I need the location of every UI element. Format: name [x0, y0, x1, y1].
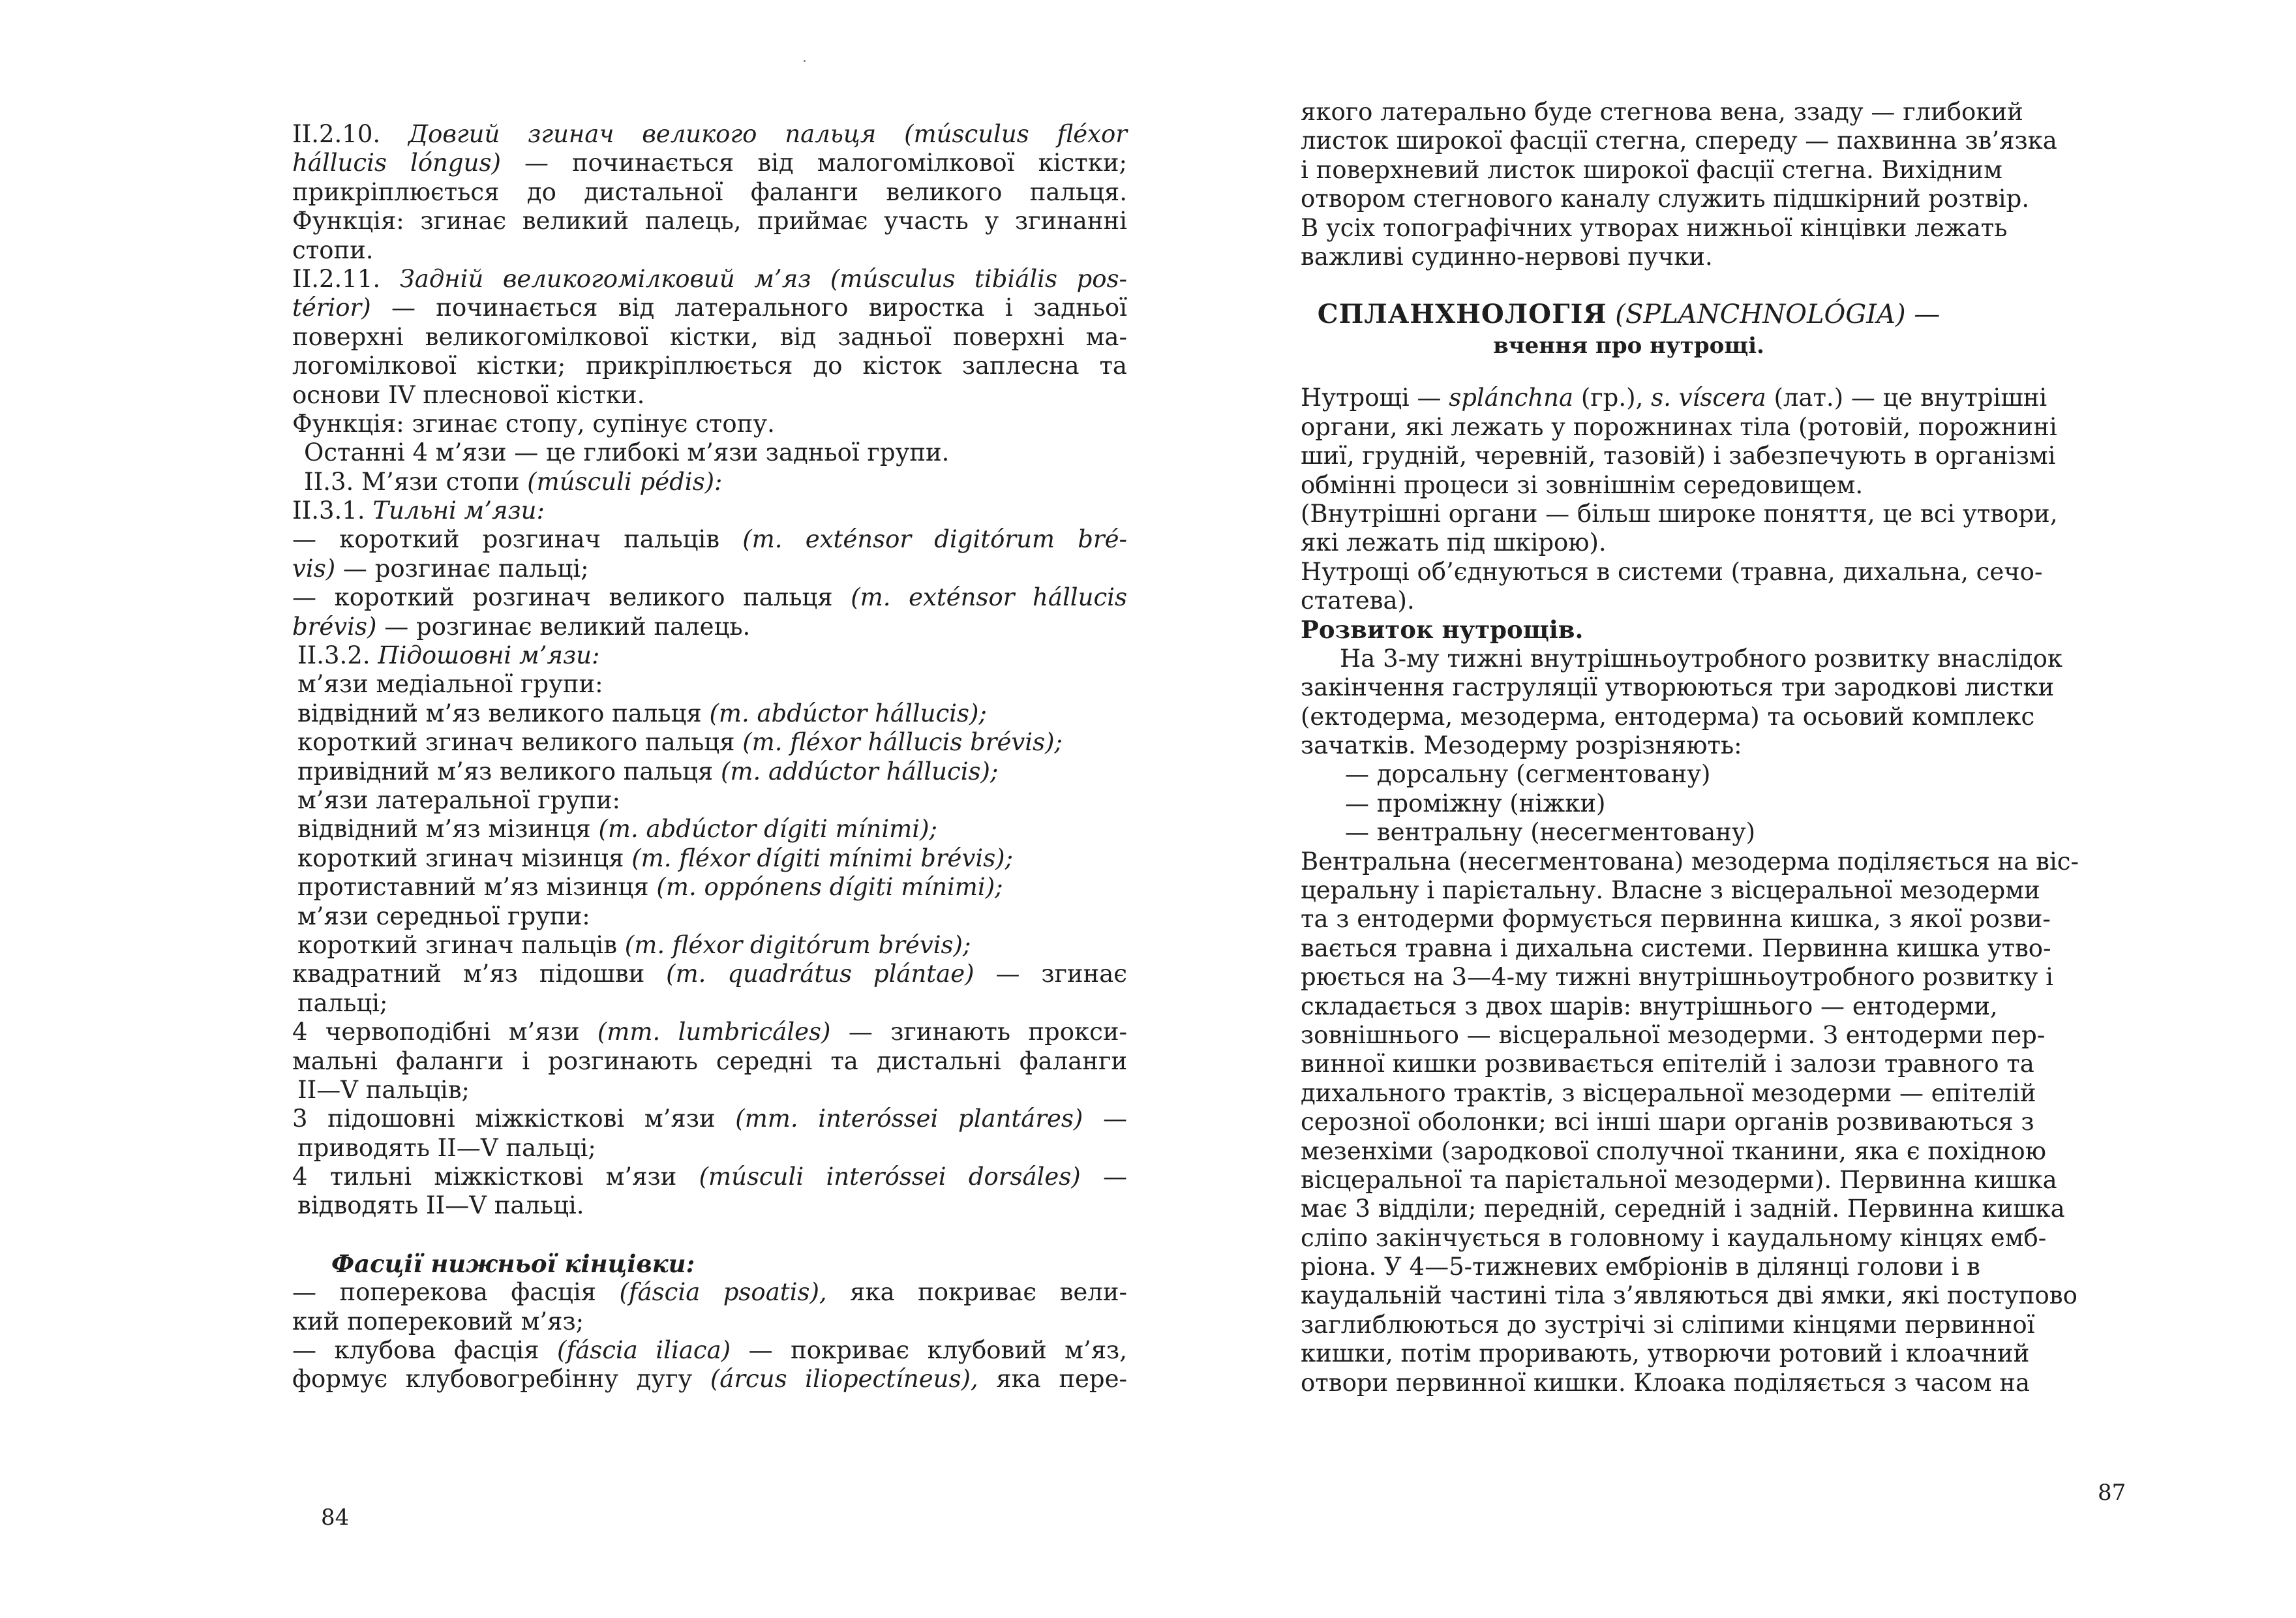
text-run: (m. quadrátus plántae): [666, 960, 974, 988]
text-run: (m. abdúctor hállucis);: [709, 699, 987, 727]
text-run: прикріплюється до дистальної фаланги великого пальця.: [292, 177, 1127, 206]
text-line: [1301, 760, 1957, 789]
text-run: Вентральна (несегментована) мезодерма поділяється на віс-: [1301, 847, 2079, 876]
text-run: має 3 відділи; передній, середній і задній. Первинна кишка: [1301, 1195, 2065, 1223]
text-line: [1301, 1137, 2046, 1166]
text-run: які лежать під шкірою).: [1301, 528, 1607, 557]
text-line: [1301, 789, 1957, 818]
text-run: шиї, грудній, черевній, тазовій) і забезпечують в організмі: [1301, 442, 2056, 470]
text-line: [1301, 1195, 2065, 1223]
text-run: обмінні процеси зі зовнішнім середовищем.: [1301, 470, 1864, 499]
text-line: [1301, 1281, 2077, 1310]
spacer: [1301, 360, 1957, 384]
text-line: [1301, 1310, 2035, 1339]
text-run: відвідний м’яз мізинця: [297, 815, 599, 844]
text-line: [1301, 1368, 2031, 1397]
text-run: Підошовні м’язи:: [378, 641, 600, 670]
text-run: — розгинає пальці;: [335, 554, 589, 583]
text-run: поверхні великогомілкової кістки, від задньої поверхні ма-: [292, 322, 1127, 351]
text-line: [292, 1191, 1127, 1220]
page-number-right: 87: [2098, 1480, 2126, 1506]
text-run: (ектодерма, мезодерма, ентодерма) та осьовий комплекс: [1301, 702, 2035, 731]
text-run: Довгий згинач великого пальця (músculus fléxor: [408, 120, 1127, 148]
text-line: [292, 555, 1127, 583]
text-line: [1301, 1253, 1981, 1281]
text-line: [1301, 1339, 2030, 1368]
section-heading: [1301, 298, 1957, 360]
page-number-left: 84: [321, 1504, 350, 1531]
text-run: (mm. lumbricáles): [597, 1018, 831, 1046]
text-line: [1301, 1078, 2036, 1108]
text-run: — короткий розгинач пальців: [292, 525, 743, 554]
text-line: [292, 468, 1127, 496]
text-line: [292, 525, 1127, 554]
text-line: [292, 757, 1127, 786]
text-run: Останні 4 м’язи — це глибокі м’язи задньої групи.: [304, 438, 950, 467]
text-run: (Внутрішні органи — більш широке поняття, це всі утвори,: [1301, 499, 2058, 528]
text-run: — короткий розгинач великого пальця: [292, 583, 851, 612]
text-run: — поперекова фасція: [292, 1278, 620, 1307]
text-run: стопи.: [292, 236, 374, 264]
text-run: — згинає: [974, 960, 1127, 988]
text-run: церальну і парієтальну. Власне з вісцеральної мезодерми: [1301, 876, 2040, 904]
text-run: Нутрощі об’єднуються в системи (травна, дихальна, сечо-: [1301, 557, 2043, 586]
text-line: [292, 496, 1127, 525]
text-line: [292, 902, 1127, 931]
text-line: [292, 294, 1127, 322]
text-line: [292, 1278, 1127, 1307]
text-run: винної кишки розвивається епітелій і залози травного та: [1301, 1050, 2034, 1078]
text-line: [292, 1076, 1127, 1105]
text-run: зовнішнього — вісцеральної мезодерми. З ентодерми пер-: [1301, 1020, 2046, 1049]
text-run: рюється на 3—4-му тижні внутрішньоутробного розвитку і: [1301, 963, 2054, 992]
text-run: (m. abdúctor dígiti mínimi);: [598, 815, 938, 844]
text-run: сліпо закінчується в головному і каудальному кінцях емб-: [1301, 1223, 2047, 1252]
text-line: [292, 1249, 1127, 1278]
text-run: зачатків. Мезодерму розрізняють:: [1301, 731, 1742, 760]
text-run: статева).: [1301, 587, 1415, 615]
text-run: мезенхіми (зародкової сполучної тканини, яка є похідною: [1301, 1137, 2046, 1165]
text-run: Нутрощі —: [1301, 384, 1449, 412]
text-run: II.2.11.: [292, 264, 400, 293]
text-run: Функція: згинає великий палець, приймає участь у згинанні: [292, 207, 1127, 236]
text-run: та з ентодерми формується первинна кишка, з якої розви-: [1301, 905, 2051, 934]
text-run: серозної оболонки; всі інші шари органів розвиваються з: [1301, 1108, 2034, 1137]
text-line: [292, 960, 1127, 988]
text-run: — клубова фасція: [292, 1336, 558, 1365]
text-line: [292, 1307, 1127, 1336]
text-run: відводять II—V пальці.: [297, 1191, 584, 1220]
text-line: [1301, 644, 2062, 673]
text-line: [292, 989, 1127, 1018]
text-line: [1301, 1020, 2046, 1050]
text-run: закінчення гаструляції утворюються три зародкові листки: [1301, 673, 2055, 702]
right-page: [1148, 0, 2296, 1618]
text-run: vis): [292, 554, 336, 583]
text-line: [1301, 127, 2057, 155]
text-run: заглиблюються до зустрічі зі сліпими кінцями первинної: [1301, 1310, 2035, 1339]
text-run: короткий згинач великого пальця: [297, 728, 743, 757]
text-run: м’язи середньої групи:: [297, 902, 590, 930]
text-line: [292, 1018, 1127, 1046]
text-line: [292, 1336, 1127, 1365]
text-run: формує клубовогребінну дугу: [292, 1365, 710, 1394]
text-line: [1301, 471, 1957, 500]
text-run: і поверхневий листок широкої фасції стегна. Вихідним: [1301, 155, 2002, 184]
text-run: На 3-му тижні внутрішньоутробного розвитку внаслідок: [1340, 644, 2062, 673]
text-line: [1301, 876, 2040, 905]
text-line: [292, 438, 1127, 467]
text-run: В усіх топографічних утворах нижньої кінцівки лежать: [1301, 213, 2008, 242]
text-run: (árcus iliopectíneus),: [710, 1365, 978, 1394]
text-run: 4 тильні міжкісткові м’язи: [292, 1163, 699, 1191]
spacer: [1301, 271, 1957, 295]
scan-speck: [804, 60, 806, 62]
text-line: [292, 670, 1127, 699]
text-run: Розвиток нутрощів.: [1301, 615, 1584, 645]
text-run: (m. fléxor hállucis brévis);: [742, 728, 1063, 757]
text-run: II—V пальців;: [297, 1075, 470, 1104]
text-run: пальці;: [297, 988, 388, 1017]
text-run: (músculi interóssei dorsáles): [699, 1163, 1081, 1191]
text-run: — покриває клубовий м’яз,: [731, 1336, 1127, 1365]
text-run: — згинають прокси-: [830, 1018, 1127, 1046]
text-line: [1301, 847, 2079, 876]
text-line: [1301, 213, 2008, 243]
heading-line-1: [1301, 298, 1957, 331]
text-line: [292, 699, 1127, 728]
text-line: [1301, 528, 1957, 557]
text-line: [292, 410, 1127, 438]
text-line: [1301, 731, 1957, 760]
text-run: привідний м’яз великого пальця: [297, 757, 721, 786]
text-run: відвідний м’яз великого пальця: [297, 699, 710, 727]
text-line: [292, 207, 1127, 236]
text-line: [1301, 155, 2002, 185]
text-run: (гр.),: [1573, 384, 1652, 412]
text-run: Задній великогомілковий м’яз (músculus tibiális pos-: [399, 264, 1127, 293]
text-line: [292, 381, 1127, 410]
text-line: [292, 236, 1127, 265]
text-run: — проміжну (ніжки): [1345, 789, 1606, 817]
text-run: (músculi pédis):: [527, 467, 723, 496]
text-run: короткий згинач мізинця: [297, 844, 632, 872]
text-line: [292, 873, 1127, 902]
text-run: (fáscia iliaca): [557, 1336, 731, 1365]
text-run: Фасції нижньої кінцівки:: [331, 1249, 695, 1278]
text-run: (m. fléxor dígiti mínimi brévis);: [631, 844, 1014, 872]
text-line: [292, 265, 1127, 294]
text-run: (fáscia psoatis),: [619, 1278, 827, 1307]
text-line: [1301, 185, 2030, 213]
text-run: яка пере-: [978, 1365, 1127, 1394]
text-line: [292, 844, 1127, 873]
text-run: листок широкої фасції стегна, спереду — пахвинна зв’язка: [1301, 127, 2057, 155]
right-page-text: [1301, 98, 2079, 1397]
text-run: (лат.) — це внутрішні: [1766, 384, 2047, 412]
text-run: Функція: згинає стопу, супінує стопу.: [292, 409, 775, 438]
text-run: логомілкової кістки; прикріплюється до кісток заплесна та: [292, 352, 1127, 380]
text-line: [1301, 615, 1957, 644]
text-run: —: [1080, 1163, 1128, 1191]
text-line: [292, 1163, 1127, 1191]
text-line: [1301, 934, 2051, 963]
text-run: кишки, потім проривають, утворючи ротовий і клоачний: [1301, 1339, 2030, 1368]
text-run: (m. exténsor digitórum bré-: [742, 525, 1127, 554]
text-run: основи IV плеснової кістки.: [292, 380, 645, 409]
text-line: [292, 786, 1127, 815]
text-run: 3 підошовні міжкісткові м’язи: [292, 1105, 736, 1133]
text-run: II.2.10.: [292, 120, 409, 148]
text-run: протиставний м’яз мізинця: [297, 873, 657, 902]
text-run: —: [1083, 1105, 1128, 1133]
text-line: [292, 352, 1127, 380]
text-line: [292, 1047, 1127, 1076]
text-line: [1301, 98, 2023, 127]
text-run: отвором стегнового каналу служить підшкірний розтвір.: [1301, 185, 2030, 213]
heading-subtitle: вчення про нутрощі.: [1493, 333, 1764, 359]
text-run: якого латерально буде стегнова вена, ззаду — глибокий: [1301, 98, 2023, 126]
text-run: мальні фаланги і розгинають середні та дистальні фаланги: [292, 1046, 1127, 1075]
text-run: (mm. interóssei plantáres): [735, 1105, 1083, 1133]
text-run: вається травна і дихальна системи. Первинна кишка утво-: [1301, 934, 2051, 962]
text-line: [1301, 499, 2058, 528]
text-line: [1301, 1223, 2047, 1253]
text-run: кий поперековий м’яз;: [292, 1307, 584, 1336]
text-line: [1301, 557, 2043, 587]
text-run: короткий згинач пальців: [297, 930, 625, 959]
heading-title: СПЛАНХНОЛОГІЯ: [1317, 299, 1607, 330]
text-line: [292, 815, 1127, 844]
splanchnology-text: [1301, 384, 2079, 1397]
text-run: (m. exténsor hállucis: [851, 583, 1127, 612]
continued-paragraph: [1301, 98, 2057, 271]
text-line: [292, 1134, 1127, 1163]
text-run: 4 червоподібні м’язи: [292, 1018, 597, 1046]
text-line: [1301, 673, 2055, 702]
text-run: — вентральну (несегментовану): [1345, 818, 1756, 847]
text-run: складається з двох шарів: внутрішнього — ентодерми,: [1301, 992, 1998, 1020]
text-line: [1301, 702, 2035, 731]
text-line: [292, 583, 1127, 612]
text-run: — розгинає великий палець.: [376, 612, 751, 641]
text-run: (m. addúctor hállucis);: [721, 757, 999, 786]
left-page-text: [292, 120, 1127, 1394]
text-run: hállucis lóngus): [292, 149, 501, 177]
text-run: s. víscera: [1651, 384, 1766, 412]
text-run: II.3. М’язи стопи: [304, 467, 528, 496]
text-run: splánchna: [1449, 384, 1574, 412]
text-run: Тильні м’язи:: [372, 496, 545, 525]
text-run: brévis): [292, 612, 377, 641]
text-run: дихального трактів, з вісцеральної мезодерми — епітелій: [1301, 1078, 2036, 1107]
text-line: [292, 1221, 1127, 1249]
text-run: органи, які лежать у порожнинах тіла (ротовій, порожнині: [1301, 412, 2057, 441]
text-line: [292, 178, 1127, 207]
text-line: [1301, 243, 1957, 271]
text-line: [1301, 992, 1998, 1021]
text-line: [1301, 1165, 2057, 1195]
text-run: II.3.2.: [297, 641, 378, 670]
text-line: [292, 613, 1127, 641]
text-run: квадратний м’яз підошви: [292, 960, 667, 988]
text-line: [292, 931, 1127, 960]
text-run: — дорсальну (сегментовану): [1345, 760, 1711, 789]
text-line: [292, 1105, 1127, 1133]
text-line: [1301, 963, 2054, 992]
text-line: [1301, 905, 2051, 934]
text-run: — починається від латерального виростка і задньої: [370, 294, 1127, 322]
text-line: [1301, 384, 2047, 412]
text-run: яка покриває вели-: [826, 1278, 1127, 1307]
text-line: [292, 323, 1127, 352]
text-line: [1301, 818, 1957, 847]
text-line: [292, 120, 1127, 149]
text-run: térior): [292, 294, 371, 322]
text-run: (m. fléxor digitórum brévis);: [624, 930, 971, 959]
text-line: [1301, 442, 2056, 470]
text-line: [1301, 587, 1957, 615]
text-run: важливі судинно-нервові пучки.: [1301, 242, 1713, 271]
text-run: II.3.1.: [292, 496, 373, 525]
text-run: (m. oppónens dígiti mínimi);: [656, 873, 1003, 902]
text-run: м’язи латеральної групи:: [297, 786, 620, 814]
heading-latin: (SPLANCHNOLÓGIA) —: [1615, 299, 1941, 330]
text-run: приводять II—V пальці;: [297, 1133, 596, 1162]
text-line: [292, 641, 1127, 670]
text-run: м’язи медіальної групи:: [297, 670, 603, 699]
text-line: [292, 1365, 1127, 1394]
text-run: каудальній частині тіла з’являються дві ямки, які поступово: [1301, 1281, 2077, 1310]
text-line: [1301, 1108, 2034, 1137]
text-line: [1301, 412, 2057, 442]
text-line: [292, 149, 1127, 177]
text-run: вісцеральної та парієтальної мезодерми). Первинна кишка: [1301, 1165, 2057, 1194]
text-run: ріона. У 4—5-тижневих ембріонів в ділянці голови і в: [1301, 1253, 1981, 1281]
text-line: [1301, 1050, 2034, 1078]
text-line: [292, 728, 1127, 757]
text-run: — починається від малогомілкової кістки;: [500, 149, 1127, 177]
text-run: отвори первинної кишки. Клоака поділяється з часом на: [1301, 1368, 2031, 1397]
